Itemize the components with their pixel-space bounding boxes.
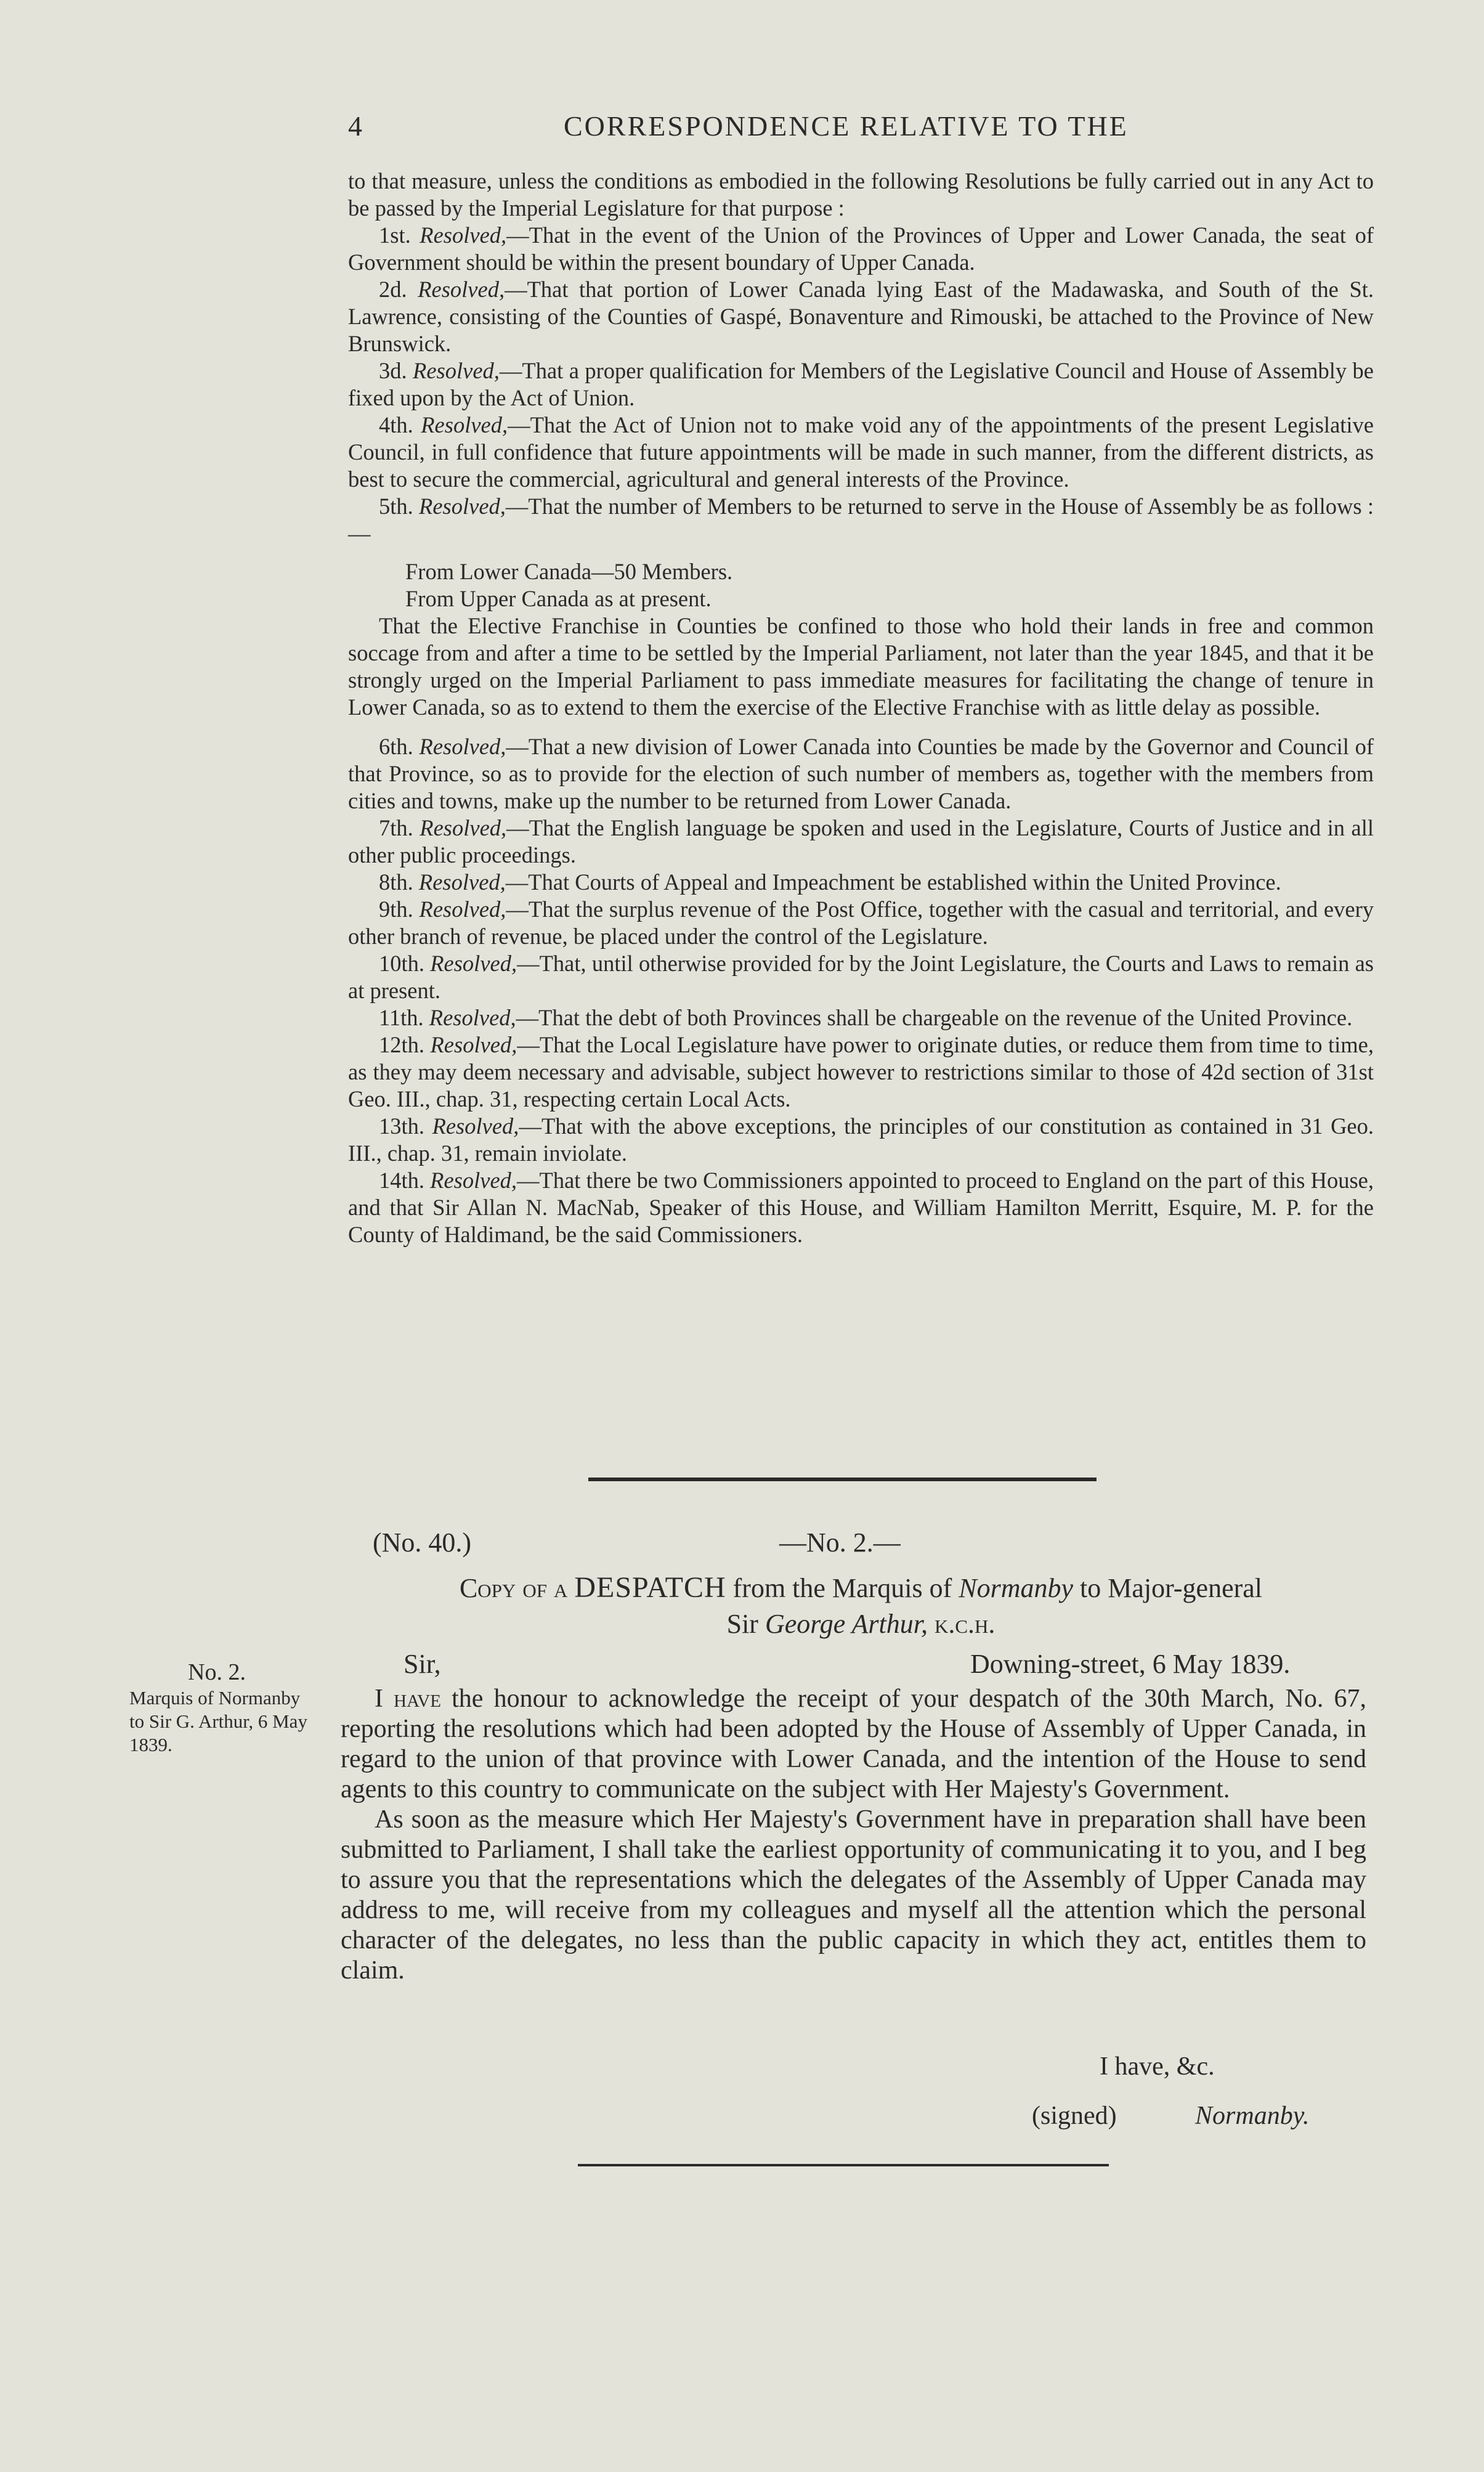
letter-paragraph-1 — [341, 1684, 1366, 1805]
resolution-item — [348, 815, 1374, 869]
running-title: CORRESPONDENCE RELATIVE TO THE — [564, 110, 1129, 142]
resolution-item — [348, 222, 1374, 276]
resolution-text: —That the surplus revenue of the Post Office, together with the casual and territorial, and every other branch of revenue, be placed under the control of the Legislature. — [348, 897, 1374, 949]
section-rule-top — [588, 1478, 1097, 1481]
resolution-text: —That the debt of both Provinces shall be chargeable on the revenue of the United Province. — [516, 1005, 1353, 1030]
resolved-label: Resolved, — [429, 1005, 516, 1030]
resolved-label: Resolved, — [419, 897, 506, 922]
resolution-number: 2d. — [379, 277, 407, 302]
resolution-number: 4th. — [379, 412, 413, 437]
resolution-number: 6th. — [379, 734, 413, 759]
resolved-label: Resolved, — [430, 1032, 517, 1057]
margin-number: No. 2. — [188, 1659, 246, 1685]
copy-sir: Sir — [726, 1609, 758, 1639]
resolution-item — [348, 896, 1374, 950]
letter-paragraph-2: As soon as the measure which Her Majesty's Government have in preparation shall have been submitted to Parliament, I shall take the earliest opportunity of communicating it to you, and I beg to assure you that the representations which the delegates of the Assembly of Upper Canada may address to me, will receive from my colleagues and myself all the attention which the personal character of the delegates, no less than the public capacity in which they act, entitles them to claim. — [341, 1805, 1366, 1985]
resolution-number: 3d. — [379, 358, 407, 383]
despatch-word: DESPATCH — [574, 1571, 726, 1604]
resolved-label: Resolved, — [430, 951, 517, 976]
resolution-item — [348, 276, 1374, 357]
resolution-number: 13th. — [379, 1113, 425, 1139]
para1-text: the honour to acknowledge the receipt of your despatch of the 30th March, No. 67, reporting the resolutions which had been adopted by the House of Assembly of Upper Canada, in regard to the union of that province with Lower Canada, and the intention of the House to send agents to this country to communicate on the subject with Her Majesty's Government. — [341, 1685, 1366, 1803]
resolution-number: 11th. — [379, 1005, 424, 1030]
salutation: Sir, — [403, 1649, 441, 1679]
resolution-number: 5th. — [379, 494, 413, 519]
resolution-number: 12th. — [379, 1032, 425, 1057]
resolution-text: —That, until otherwise provided for by the Joint Legislature, the Courts and Laws to remain as at present. — [348, 951, 1374, 1003]
resolution-number: 8th. — [379, 869, 413, 895]
resolved-label: Resolved, — [421, 412, 508, 437]
copy-prefix: Copy of a — [459, 1573, 568, 1603]
resolution-item — [348, 1004, 1374, 1031]
resolution-item — [348, 950, 1374, 1004]
resolution-item — [348, 1113, 1374, 1167]
franchise-paragraph: That the Elective Franchise in Counties be confined to those who hold their lands in free and common soccage from and after a time to be settled by the Imperial Parliament, not later than the year 1845, and that it be strongly urged on the Imperial Parliament to pass immediate measures for facilitating the change of tenure in Lower Canada, so as to extend to them the exercise of the Elective Franchise with as little delay as possible. — [348, 613, 1374, 720]
copy-honours: k.c.h. — [934, 1609, 995, 1639]
resolution-text: —That there be two Commissioners appointed to proceed to England on the part of this House, and that Sir Allan N. MacNab, Speaker of this House, and William Hamilton Merritt, Esquire, M. P. for the County of Haldimand, be the said Commissioners. — [348, 1168, 1374, 1247]
resolution-text: —That a new division of Lower Canada into Counties be made by the Governor and Council of that Province, so as to provide for the election of such number of members as, together with the members from cities and towns, make up the number to be returned from Lower Canada. — [348, 734, 1374, 813]
resolution-number: 9th. — [379, 897, 413, 922]
despatch-title — [348, 1570, 1374, 1642]
resolved-label: Resolved, — [420, 222, 507, 248]
despatch-number: —No. 2.— — [779, 1527, 901, 1558]
members-upper: From Upper Canada as at present. — [405, 586, 712, 611]
dateline: Downing-street, 6 May 1839. — [970, 1649, 1291, 1679]
resolution-item — [348, 412, 1374, 493]
signed-label: (signed) — [1032, 2102, 1117, 2130]
resolution-number: 14th. — [379, 1168, 425, 1193]
signer: Normanby. — [1195, 2102, 1310, 2130]
resolution-text: —That the number of Members to be returned to serve in the House of Assembly be as follows :— — [348, 494, 1374, 546]
resolved-label: Resolved, — [419, 734, 506, 759]
resolved-label: Resolved, — [413, 358, 500, 383]
resolutions-text — [348, 168, 1374, 1248]
margin-text: Marquis of Normanby to Sir G. Arthur, 6 May 1839. — [129, 1687, 307, 1755]
copy-to: to Major-general — [1080, 1573, 1263, 1603]
resolution-text: —That Courts of Appeal and Impeachment be established within the United Province. — [505, 869, 1281, 895]
copy-from-name: Normanby — [959, 1573, 1074, 1603]
resolution-number: 1st. — [379, 222, 411, 248]
resolution-item — [348, 1167, 1374, 1248]
intro-paragraph: to that measure, unless the conditions as embodied in the following Resolutions be fully carried out in any Act to be passed by the Imperial Legislature for that purpose : — [348, 168, 1374, 221]
closing: I have, &c. — [1100, 2052, 1215, 2081]
resolution-number: 10th. — [379, 951, 425, 976]
section-rule-bottom — [578, 2164, 1109, 2166]
resolved-label: Resolved, — [432, 1113, 519, 1139]
resolution-item — [348, 493, 1374, 547]
resolution-text: —That with the above exceptions, the principles of our constitution as contained in 31 Geo. III., chap. 31, remain inviolate. — [348, 1113, 1374, 1166]
resolution-text: —That the English language be spoken and used in the Legislature, Courts of Justice and in all other public proceedings. — [348, 815, 1374, 868]
resolution-number: 7th. — [379, 815, 413, 840]
paper-number: (No. 40.) — [373, 1527, 472, 1558]
margin-note — [129, 1661, 314, 1757]
resolutions-list-1 — [348, 222, 1374, 547]
resolved-label: Resolved, — [420, 815, 507, 840]
resolution-item — [348, 1031, 1374, 1113]
resolved-label: Resolved, — [418, 277, 505, 302]
resolved-label: Resolved, — [418, 869, 506, 895]
letter-body — [341, 1684, 1366, 1986]
page-number: 4 — [348, 110, 364, 142]
resolution-text: —That the Act of Union not to make void any of the appointments of the present Legislative Council, in full confidence that future appointments will be made in such manner, from the different districts, as best to secure the commercial, agricultural and general interests of the Province. — [348, 412, 1374, 492]
page-header — [348, 110, 1383, 153]
resolution-text: —That a proper qualification for Members of the Legislative Council and House of Assembly be fixed upon by the Act of Union. — [348, 358, 1374, 410]
resolution-item — [348, 357, 1374, 412]
resolution-text: —That the Local Legislature have power to originate duties, or reduce them from time to time, as they may deem necessary and advisable, subject however to restrictions similar to those of 42d section of 31st Geo. III., chap. 31, respecting certain Local Acts. — [348, 1032, 1374, 1112]
resolved-label: Resolved, — [430, 1168, 517, 1193]
resolutions-list-2 — [348, 733, 1374, 1248]
resolved-label: Resolved, — [419, 494, 506, 519]
resolution-item — [348, 869, 1374, 896]
resolution-item — [348, 733, 1374, 815]
members-lower: From Lower Canada—50 Members. — [405, 559, 733, 584]
resolution-text: —That that portion of Lower Canada lying East of the Madawaska, and South of the St. Lawrence, consisting of the Counties of Gaspé, Bonaventure and Rimouski, be attached to the Province of New Brunswick. — [348, 277, 1374, 356]
para1-opening: I have — [375, 1685, 441, 1713]
resolution-text: —That in the event of the Union of the Provinces of Upper and Lower Canada, the seat of Government should be within the present boundary of Upper Canada. — [348, 222, 1374, 275]
copy-to-name: George Arthur, — [764, 1609, 928, 1639]
copy-from: from the Marquis of — [732, 1573, 952, 1603]
